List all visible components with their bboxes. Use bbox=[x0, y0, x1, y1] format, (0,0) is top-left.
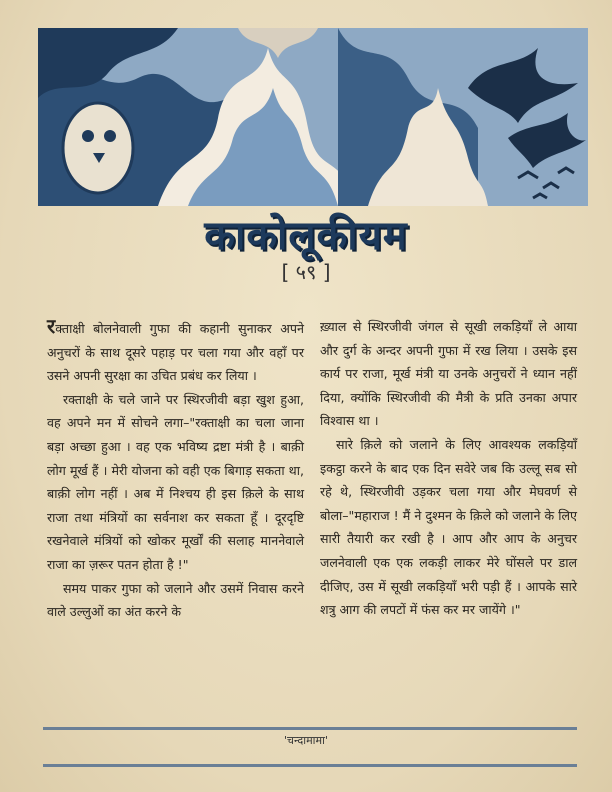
story-title: काकोलूकीयम bbox=[204, 213, 408, 259]
paragraph: समय पाकर गुफा को जलाने और उसमें निवास करने वाले उल्लुओं का अंत करने के bbox=[47, 580, 304, 620]
drop-cap: र bbox=[47, 314, 56, 338]
paragraph-text: क्ताक्षी बोलनेवाली गुफा की कहानी सुनाकर अपने अनुचरों के साथ दूसरे पहाड़ पर चला गया और वहाँ पर उसने अपनी सुरक्षा का उचित प्रबंध कर लिया । bbox=[47, 321, 304, 384]
header-illustration-owls-crows-fire bbox=[38, 28, 588, 206]
footer-magazine-name: 'चन्दामामा' bbox=[284, 734, 328, 747]
paragraph bbox=[47, 315, 304, 388]
right-text-column bbox=[320, 315, 577, 622]
paragraph: रक्ताक्षी के चले जाने पर स्थिरजीवी बड़ा खुश हुआ, वह अपने मन में सोचने लगा–"रक्ताक्षी का चला जाना बड़ा अच्छा हुआ । वह एक भविष्य द्रष्टा मंत्री है । बाक़ी लोग मूर्ख हैं । मेरी योजना को वही एक बिगाड़ सकता था, बाक़ी लोग नहीं । अब में निश्चय ही इस क़िले के साथ राजा तथा मंत्रियों का सर्वनाश कर सकता हूँ । दूरदृष्टि रखनेवाले मंत्रियों को खोकर मूर्खों की सलाह माननेवाले राजा का ज़रूर पतन होता है !" bbox=[47, 391, 304, 572]
paragraph: ख़्याल से स्थिरजीवी जंगल से सूखी लकड़ियाँ ले आया और दुर्ग के अन्दर अपनी गुफा में रख लिया । उसके इस कार्य पर राजा, मूर्ख मंत्री या उनके अनुचरों ने ध्यान नहीं दिया, क्योंकि स्थिरजीवी की मैत्री के प्रति उनका अपार विश्वास था । bbox=[320, 319, 577, 429]
footer-rule-bottom bbox=[43, 764, 577, 767]
footer-rule-top bbox=[43, 727, 577, 730]
chapter-number: [ ५९ ] bbox=[281, 260, 331, 284]
paragraph: सारे क़िले को जलाने के लिए आवश्यक लकड़ियाँ इकट्ठा करने के बाद एक दिन सवेरे जब कि उल्लू सब सो रहे थे, स्थिरजीवी उड़कर चला गया और मेघवर्ण से बोला–"महाराज ! मैं ने दुश्मन के क़िले को जलाने के लिए सारी तैयारी कर रखी है । आप और आप के अनुचर जलनेवाली एक एक लकड़ी लाकर मेरे घोंसले पर डाल दीजिए, उस में सूखी लकड़ियाँ भरी पड़ी हैं । आपके सारे शत्रु आग की लपटों में फंस कर मर जायेंगे ।" bbox=[320, 436, 577, 618]
left-text-column bbox=[47, 315, 304, 624]
